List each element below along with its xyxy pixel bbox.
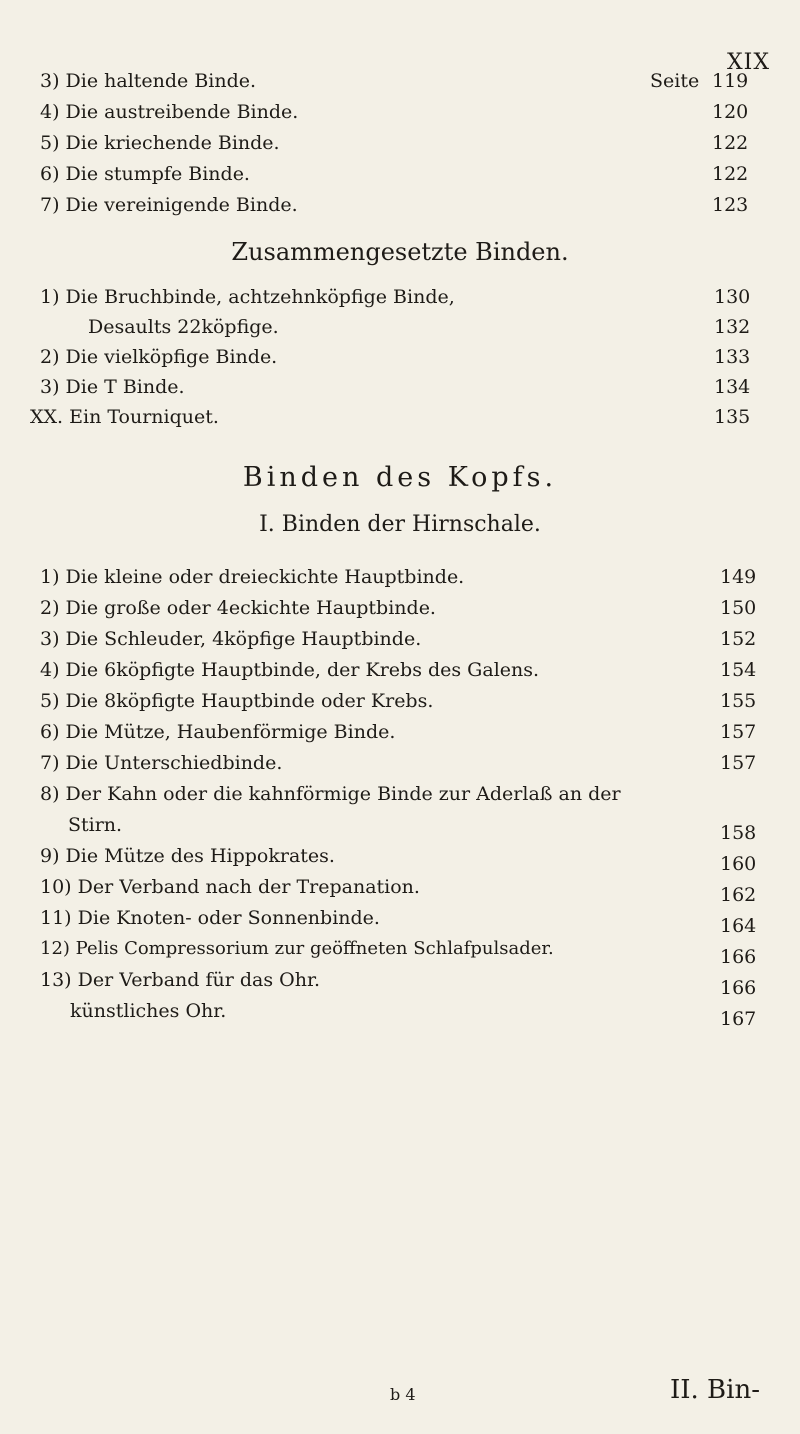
toc-page: 154 xyxy=(720,659,757,681)
toc-entry: 12) Pelis Compressorium zur geöffneten Schlafpulsader. xyxy=(40,938,554,959)
toc-page: 164 xyxy=(720,915,757,937)
toc-page: 162 xyxy=(720,884,757,906)
toc-page: 158 xyxy=(720,822,757,844)
toc-entry: 4) Die austreibende Binde. xyxy=(40,101,299,123)
toc-page: 135 xyxy=(714,406,751,428)
toc-page: 166 xyxy=(720,946,757,968)
toc-entry: 13) Der Verband für das Ohr. xyxy=(40,969,320,991)
toc-page: 134 xyxy=(714,376,751,398)
toc-entry: 1) Die kleine oder dreieckichte Hauptbinde. xyxy=(40,566,465,588)
toc-page: 120 xyxy=(712,101,749,123)
toc-page: 130 xyxy=(714,286,751,308)
section-title: Binden des Kopfs. xyxy=(242,462,558,493)
toc-page: 166 xyxy=(720,977,757,999)
section-title: Zusammengesetzte Binden. xyxy=(231,238,569,266)
toc-entry: XX. Ein Tourniquet. xyxy=(30,406,219,428)
toc-page: 122 xyxy=(712,163,749,185)
catchword: II. Bin- xyxy=(669,1375,760,1405)
toc-entry: Stirn. xyxy=(68,814,123,836)
toc-entry: 7) Die Unterschiedbinde. xyxy=(40,752,283,774)
toc-page: 123 xyxy=(712,194,749,216)
toc-entry: 6) Die Mütze, Haubenförmige Binde. xyxy=(40,721,396,743)
toc-page: 155 xyxy=(720,690,757,712)
toc-page: 157 xyxy=(720,721,757,743)
toc-page: 157 xyxy=(720,752,757,774)
toc-page: 167 xyxy=(720,1008,757,1030)
toc-entry: künstliches Ohr. xyxy=(70,1000,227,1022)
toc-entry: 5) Die kriechende Binde. xyxy=(40,132,280,154)
toc-page: 132 xyxy=(714,316,751,338)
toc-entry: 8) Der Kahn oder die kahnförmige Binde zur Aderlaß an der xyxy=(40,783,621,805)
toc-entry: 3) Die Schleuder, 4köpfige Hauptbinde. xyxy=(40,628,422,650)
page-number: XIX xyxy=(726,50,770,75)
section-subtitle: I. Binden der Hirnschale. xyxy=(259,512,541,537)
toc-entry: 7) Die vereinigende Binde. xyxy=(40,194,298,216)
seite-label: Seite xyxy=(650,70,700,92)
toc-page: 149 xyxy=(720,566,757,588)
toc-page: 119 xyxy=(712,70,749,92)
toc-entry: 11) Die Knoten- oder Sonnenbinde. xyxy=(40,907,380,929)
toc-page: 160 xyxy=(720,853,757,875)
toc-entry: 9) Die Mütze des Hippokrates. xyxy=(40,845,335,867)
toc-entry: 5) Die 8köpfigte Hauptbinde oder Krebs. xyxy=(40,690,434,712)
toc-page: 133 xyxy=(714,346,751,368)
toc-entry: 3) Die T Binde. xyxy=(40,376,185,398)
toc-entry: Desaults 22köpfige. xyxy=(88,316,279,338)
toc-entry: 10) Der Verband nach der Trepanation. xyxy=(40,876,420,898)
signature-mark: b 4 xyxy=(390,1385,416,1404)
toc-entry: 1) Die Bruchbinde, achtzehnköpfige Binde, xyxy=(40,286,455,308)
toc-page: 150 xyxy=(720,597,757,619)
toc-page: 152 xyxy=(720,628,757,650)
toc-page: 122 xyxy=(712,132,749,154)
toc-entry: 2) Die große oder 4eckichte Hauptbinde. xyxy=(40,597,436,619)
toc-entry: 3) Die haltende Binde. xyxy=(40,70,257,92)
toc-entry: 6) Die stumpfe Binde. xyxy=(40,163,250,185)
toc-entry: 2) Die vielköpfige Binde. xyxy=(40,346,278,368)
toc-entry: 4) Die 6köpfigte Hauptbinde, der Krebs des Galens. xyxy=(40,659,540,681)
